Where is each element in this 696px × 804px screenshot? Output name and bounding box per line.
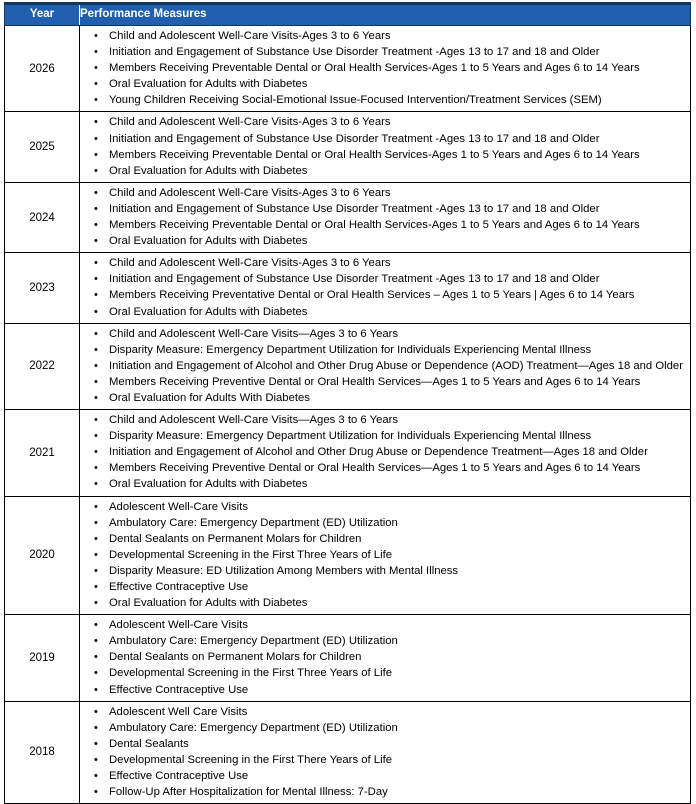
measures-cell	[80, 701, 691, 804]
table-row	[5, 253, 691, 323]
measure-list-item: • Child and Adolescent Well-Care Visits-Ages 3 to 6 Years	[90, 28, 686, 44]
measures-cell	[80, 253, 691, 323]
measure-list-item: • Ambulatory Care: Emergency Department (ED) Utilization	[90, 515, 686, 531]
measures-cell	[80, 323, 691, 409]
performance-measures-table-container	[4, 2, 691, 804]
measure-list	[80, 114, 686, 178]
measure-list-item: • Developmental Screening in the First Three Years of Life	[90, 547, 686, 563]
measure-list-item: • Oral Evaluation for Adults with Diabetes	[90, 595, 686, 611]
performance-measures-table	[4, 2, 691, 804]
year-cell: 2026	[5, 26, 80, 112]
measure-list-item: • Ambulatory Care: Emergency Department (ED) Utilization	[90, 720, 686, 736]
measure-list-item: • Initiation and Engagement of Substance Use Disorder Treatment -Ages 13 to 17 and 18 and Older	[90, 44, 686, 60]
measure-list	[80, 185, 686, 249]
measure-list-item: • Developmental Screening in the First Three Years of Life	[90, 665, 686, 681]
measure-list-item: • Young Children Receiving Social-Emotional Issue-Focused Intervention/Treatment Services (SEM)	[90, 92, 686, 108]
measure-list-item: • Members Receiving Preventive Dental or Oral Health Services—Ages 1 to 5 Years and Ages 6 to 14 Years	[90, 374, 686, 390]
table-row	[5, 615, 691, 701]
measure-list-item: • Oral Evaluation for Adults With Diabetes	[90, 390, 686, 406]
year-cell: 2023	[5, 253, 80, 323]
measure-list-item: • Disparity Measure: Emergency Department Utilization for Individuals Experiencing Mental Illness	[90, 342, 686, 358]
measure-list-item: • Members Receiving Preventable Dental or Oral Health Services-Ages 1 to 5 Years and Ages 6 to 14 Years	[90, 217, 686, 233]
measure-list-item: • Initiation and Engagement of Substance Use Disorder Treatment -Ages 13 to 17 and 18 and Older	[90, 271, 686, 287]
measure-list-item: • Effective Contraceptive Use	[90, 682, 686, 698]
measure-list	[80, 412, 686, 492]
measures-cell	[80, 410, 691, 496]
table-row	[5, 26, 691, 112]
measure-list-item: • Dental Sealants on Permanent Molars for Children	[90, 649, 686, 665]
measure-list-item: • Child and Adolescent Well-Care Visits-Ages 3 to 6 Years	[90, 185, 686, 201]
measure-list-item: • Adolescent Well-Care Visits	[90, 499, 686, 515]
measure-list-item: • Ambulatory Care: Emergency Department (ED) Utilization	[90, 633, 686, 649]
table-header	[5, 4, 691, 26]
measure-list-item: • Disparity Measure: ED Utilization Among Members with Mental Illness	[90, 563, 686, 579]
measure-list	[80, 28, 686, 108]
measures-cell	[80, 112, 691, 182]
year-cell: 2018	[5, 701, 80, 804]
measure-list-item: • Initiation and Engagement of Substance Use Disorder Treatment -Ages 13 to 17 and 18 and Older	[90, 201, 686, 217]
measure-list-item: • Oral Evaluation for Adults with Diabetes	[90, 304, 686, 320]
year-cell: 2022	[5, 323, 80, 409]
table-header-row	[5, 4, 691, 26]
year-cell: 2021	[5, 410, 80, 496]
measures-cell	[80, 182, 691, 252]
table-row	[5, 410, 691, 496]
measure-list-item: • Oral Evaluation for Adults with Diabetes	[90, 163, 686, 179]
table-row	[5, 112, 691, 182]
measure-list-item: • Dental Sealants	[90, 736, 686, 752]
measure-list-item: • Initiation and Engagement of Alcohol and Other Drug Abuse or Dependence (AOD) Treatment—Ages 18 and Older	[90, 358, 686, 374]
measures-cell	[80, 615, 691, 701]
column-header-performance-measures: Performance Measures	[80, 4, 691, 26]
measure-list-item: • Child and Adolescent Well-Care Visits-Ages 3 to 6 Years	[90, 255, 686, 271]
measure-list-item: • Initiation and Engagement of Substance Use Disorder Treatment -Ages 13 to 17 and 18 and Older	[90, 131, 686, 147]
column-header-year: Year	[5, 4, 80, 26]
measure-list-item: • Oral Evaluation for Adults with Diabetes	[90, 76, 686, 92]
measure-list	[80, 617, 686, 697]
measure-list-item: • Oral Evaluation for Adults with Diabetes	[90, 233, 686, 249]
year-cell: 2024	[5, 182, 80, 252]
measure-list-item: • Adolescent Well Care Visits	[90, 704, 686, 720]
year-cell: 2025	[5, 112, 80, 182]
measure-list-item: • Members Receiving Preventable Dental or Oral Health Services-Ages 1 to 5 Years and Ages 6 to 14 Years	[90, 60, 686, 76]
measure-list	[80, 704, 686, 801]
year-cell: 2019	[5, 615, 80, 701]
measure-list-item: • Oral Evaluation for Adults with Diabetes	[90, 476, 686, 492]
measure-list-item: • Adolescent Well-Care Visits	[90, 617, 686, 633]
measure-list-item: • Follow-Up After Hospitalization for Mental Illness: 7-Day	[90, 784, 686, 800]
table-body	[5, 26, 691, 804]
measure-list	[80, 326, 686, 406]
measure-list-item: • Effective Contraceptive Use	[90, 579, 686, 595]
table-row	[5, 182, 691, 252]
measures-cell	[80, 496, 691, 615]
measure-list-item: • Initiation and Engagement of Alcohol and Other Drug Abuse or Dependence Treatment—Ages 18 and Older	[90, 444, 686, 460]
table-row	[5, 323, 691, 409]
measure-list-item: • Effective Contraceptive Use	[90, 768, 686, 784]
measure-list	[80, 499, 686, 612]
measure-list-item: • Developmental Screening in the First There Years of Life	[90, 752, 686, 768]
year-cell: 2020	[5, 496, 80, 615]
measure-list-item: • Child and Adolescent Well-Care Visits—Ages 3 to 6 Years	[90, 326, 686, 342]
table-row	[5, 496, 691, 615]
measure-list-item: • Child and Adolescent Well-Care Visits-Ages 3 to 6 Years	[90, 114, 686, 130]
table-row	[5, 701, 691, 804]
measure-list-item: • Disparity Measure: Emergency Department Utilization for Individuals Experiencing Mental Illness	[90, 428, 686, 444]
measure-list-item: • Dental Sealants on Permanent Molars for Children	[90, 531, 686, 547]
measures-cell	[80, 26, 691, 112]
measure-list-item: • Members Receiving Preventive Dental or Oral Health Services—Ages 1 to 5 Years and Ages 6 to 14 Years	[90, 460, 686, 476]
measure-list-item: • Child and Adolescent Well-Care Visits—Ages 3 to 6 Years	[90, 412, 686, 428]
measure-list-item: • Members Receiving Preventative Dental or Oral Health Services – Ages 1 to 5 Years | Ages 6 to 14 Years	[90, 287, 686, 303]
measure-list	[80, 255, 686, 319]
measure-list-item: • Members Receiving Preventable Dental or Oral Health Services-Ages 1 to 5 Years and Ages 6 to 14 Years	[90, 147, 686, 163]
